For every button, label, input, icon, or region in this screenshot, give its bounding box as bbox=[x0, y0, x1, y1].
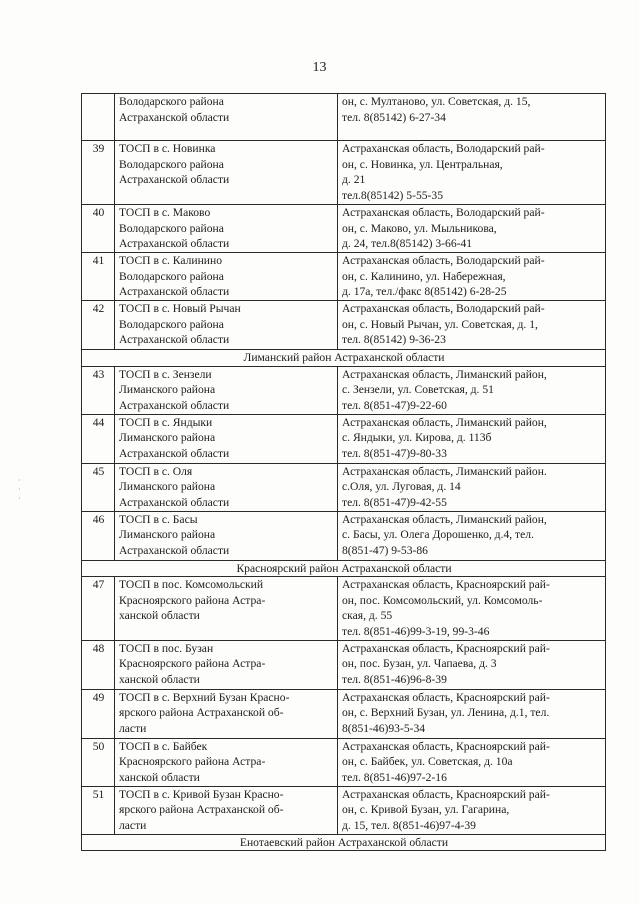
address-line: он, с. Калинино, ул. Набережная, bbox=[342, 269, 506, 283]
office-name-line: Астраханской области bbox=[119, 285, 230, 299]
address-line: Астраханская область, Лиманский район, bbox=[342, 512, 547, 526]
row-number: 48 bbox=[82, 640, 115, 689]
address-line: тел. 8(85142) 9-36-23 bbox=[342, 333, 446, 347]
office-name-line: Володарского района bbox=[119, 95, 224, 108]
section-heading: Енотаевский район Астраханской области bbox=[82, 834, 606, 851]
address-cell bbox=[338, 786, 606, 834]
office-name-line: Астраханской области bbox=[119, 110, 230, 124]
table-row bbox=[82, 366, 606, 414]
table-row bbox=[82, 738, 606, 786]
row-number: 39 bbox=[82, 141, 115, 205]
address-cell bbox=[338, 511, 606, 560]
address-cell bbox=[338, 205, 606, 253]
address-line: тел. 8(851-46)97-2-16 bbox=[342, 770, 447, 784]
office-name-line: ханской области bbox=[119, 672, 200, 686]
address-line: Астраханская область, Красноярский рай- bbox=[342, 578, 550, 592]
office-name-line: Лиманского района bbox=[119, 480, 216, 494]
office-name-cell bbox=[115, 205, 338, 253]
table-row bbox=[82, 689, 606, 738]
office-name-line: ТОСП в с. Верхний Бузан Красно- bbox=[119, 690, 290, 704]
address-line: ская, д. 55 bbox=[342, 609, 393, 623]
row-number: 47 bbox=[82, 577, 115, 640]
address-cell bbox=[338, 689, 606, 738]
office-name-cell bbox=[115, 463, 338, 511]
section-row bbox=[82, 350, 606, 367]
office-name-cell bbox=[115, 689, 338, 738]
office-name-cell bbox=[115, 640, 338, 689]
office-name-line: ТОСП в с. Новинка bbox=[119, 142, 216, 155]
address-line: тел. 8(851-46)99-3-19, 99-3-46 bbox=[342, 624, 490, 638]
address-cell bbox=[338, 414, 606, 463]
office-name-line: ярского района Астраханской об- bbox=[119, 706, 284, 720]
address-line: тел. 8(851-46)96-8-39 bbox=[342, 672, 447, 686]
office-name-line: ТОСП в с. Калинино bbox=[119, 254, 222, 267]
address-line: он, пос. Комсомольский, ул. Комсомоль- bbox=[342, 593, 543, 607]
address-line: он, с. Байбек, ул. Советская, д. 10а bbox=[342, 755, 513, 769]
address-line: Астраханская область, Красноярский рай- bbox=[342, 787, 550, 801]
address-line: он, пос. Бузан, ул. Чапаева, д. 3 bbox=[342, 657, 497, 671]
address-line: д. 15, тел. 8(851-46)97-4-39 bbox=[342, 818, 476, 832]
section-row bbox=[82, 560, 606, 577]
address-cell bbox=[338, 366, 606, 414]
address-cell bbox=[338, 640, 606, 689]
office-name-line: ласти bbox=[119, 818, 147, 832]
office-name-line: Володарского района bbox=[119, 269, 224, 283]
office-name-line: ханской области bbox=[119, 609, 200, 623]
office-name-line: Астраханской области bbox=[119, 333, 230, 347]
office-name-line: Володарского района bbox=[119, 317, 224, 331]
table-body bbox=[82, 94, 606, 851]
address-line: он, с. Маково, ул. Мыльникова, bbox=[342, 221, 497, 235]
address-line: он, с. Кривой Бузан, ул. Гагарина, bbox=[342, 803, 510, 817]
address-cell bbox=[338, 141, 606, 205]
table-row bbox=[82, 94, 606, 141]
address-line: с. Зензели, ул. Советская, д. 51 bbox=[342, 383, 494, 397]
address-line: тел. 8(85142) 6-27-34 bbox=[342, 110, 446, 124]
address-cell bbox=[338, 463, 606, 511]
address-line: Астраханская область, Лиманский район, bbox=[342, 415, 547, 429]
row-number: 51 bbox=[82, 786, 115, 834]
row-number bbox=[82, 94, 115, 141]
row-number: 41 bbox=[82, 253, 115, 301]
office-name-line: ТОСП в с. Байбек bbox=[119, 739, 208, 753]
office-name-line: ТОСП в с. Яндыки bbox=[119, 415, 213, 429]
address-cell bbox=[338, 577, 606, 640]
address-line: д. 21 bbox=[342, 173, 366, 187]
address-line: д. 24, тел.8(85142) 3-66-41 bbox=[342, 237, 473, 251]
registry-table bbox=[81, 93, 606, 851]
address-line: Астраханская область, Красноярский рай- bbox=[342, 739, 550, 753]
office-name-line: Астраханской области bbox=[119, 495, 230, 509]
address-line: 8(851-47) 9-53-86 bbox=[342, 543, 428, 557]
office-name-cell bbox=[115, 577, 338, 640]
row-number: 43 bbox=[82, 366, 115, 414]
office-name-cell bbox=[115, 141, 338, 205]
address-cell bbox=[338, 94, 606, 141]
office-name-line: ТОСП в с. Оля bbox=[119, 464, 193, 478]
address-line: он, с. Мултаново, ул. Советская, д. 15, bbox=[342, 95, 531, 108]
office-name-line: Лиманского района bbox=[119, 383, 216, 397]
address-line: д. 17а, тел./факс 8(85142) 6-28-25 bbox=[342, 285, 507, 299]
table-row bbox=[82, 640, 606, 689]
office-name-line: Астраханской области bbox=[119, 173, 230, 187]
page-number: 13 bbox=[312, 60, 327, 75]
address-line: тел. 8(851-47)9-80-33 bbox=[342, 446, 447, 460]
office-name-cell bbox=[115, 301, 338, 350]
table-row bbox=[82, 463, 606, 511]
office-name-line: ТОСП в с. Зензели bbox=[119, 367, 212, 381]
office-name-cell bbox=[115, 786, 338, 834]
section-heading: Красноярский район Астраханской области bbox=[82, 560, 606, 577]
table-row bbox=[82, 141, 606, 205]
office-name-line: ТОСП в с. Басы bbox=[119, 512, 198, 526]
office-name-line: Красноярского района Астра- bbox=[119, 657, 266, 671]
address-cell bbox=[338, 738, 606, 786]
office-name-cell bbox=[115, 94, 338, 141]
address-line: Астраханская область, Володарский рай- bbox=[342, 206, 545, 219]
row-number: 46 bbox=[82, 511, 115, 560]
office-name-cell bbox=[115, 511, 338, 560]
address-line: с. Яндыки, ул. Кирова, д. 113б bbox=[342, 431, 492, 445]
office-name-line: ТОСП в с. Новый Рычан bbox=[119, 302, 241, 315]
office-name-line: Астраханской области bbox=[119, 398, 230, 412]
office-name-cell bbox=[115, 253, 338, 301]
office-name-line: Красноярского района Астра- bbox=[119, 593, 266, 607]
address-line: Астраханская область, Красноярский рай- bbox=[342, 690, 550, 704]
office-name-line: ласти bbox=[119, 721, 147, 735]
office-name-line: Лиманского района bbox=[119, 528, 216, 542]
address-line: тел. 8(851-47)9-22-60 bbox=[342, 398, 447, 412]
office-name-line: ТОСП в пос. Комсомольский bbox=[119, 578, 264, 592]
section-row bbox=[82, 834, 606, 851]
office-name-line: Лиманского района bbox=[119, 431, 216, 445]
office-name-line: ТОСП в пос. Бузан bbox=[119, 641, 214, 655]
address-line: с.Оля, ул. Луговая, д. 14 bbox=[342, 480, 461, 494]
margin-mark: · · · bbox=[18, 476, 21, 503]
office-name-line: ТОСП в с. Маково bbox=[119, 206, 211, 219]
office-name-line: Астраханской области bbox=[119, 237, 230, 251]
table-row bbox=[82, 205, 606, 253]
address-line: Астраханская область, Лиманский район, bbox=[342, 367, 547, 381]
row-number: 40 bbox=[82, 205, 115, 253]
office-name-line: Володарского района bbox=[119, 157, 224, 171]
office-name-line: ярского района Астраханской об- bbox=[119, 803, 284, 817]
office-name-cell bbox=[115, 414, 338, 463]
table-row bbox=[82, 577, 606, 640]
address-line: он, с. Верхний Бузан, ул. Ленина, д.1, тел. bbox=[342, 706, 550, 720]
address-cell bbox=[338, 301, 606, 350]
row-number: 44 bbox=[82, 414, 115, 463]
row-number: 45 bbox=[82, 463, 115, 511]
office-name-cell bbox=[115, 738, 338, 786]
row-number: 50 bbox=[82, 738, 115, 786]
office-name-line: ТОСП в с. Кривой Бузан Красно- bbox=[119, 787, 284, 801]
address-line: тел.8(85142) 5-55-35 bbox=[342, 188, 444, 202]
address-cell bbox=[338, 253, 606, 301]
address-line: он, с. Новинка, ул. Центральная, bbox=[342, 157, 503, 171]
address-line: Астраханская область, Лиманский район. bbox=[342, 464, 547, 478]
office-name-line: ханской области bbox=[119, 770, 200, 784]
address-line: тел. 8(851-47)9-42-55 bbox=[342, 495, 447, 509]
address-line: Астраханская область, Володарский рай- bbox=[342, 302, 545, 315]
table-row bbox=[82, 414, 606, 463]
table-row bbox=[82, 301, 606, 350]
office-name-line: Красноярского района Астра- bbox=[119, 755, 266, 769]
row-number: 42 bbox=[82, 301, 115, 350]
table-row bbox=[82, 786, 606, 834]
section-heading: Лиманский район Астраханской области bbox=[82, 350, 606, 367]
address-line: 8(851-46)93-5-34 bbox=[342, 721, 426, 735]
office-name-line: Астраханской области bbox=[119, 543, 230, 557]
address-line: Астраханская область, Володарский рай- bbox=[342, 142, 545, 155]
office-name-cell bbox=[115, 366, 338, 414]
address-line: Астраханская область, Володарский рай- bbox=[342, 254, 545, 267]
table-row bbox=[82, 253, 606, 301]
office-name-line: Астраханской области bbox=[119, 446, 230, 460]
row-number: 49 bbox=[82, 689, 115, 738]
address-line: он, с. Новый Рычан, ул. Советская, д. 1, bbox=[342, 317, 538, 331]
address-line: с. Басы, ул. Олега Дорошенко, д.4, тел. bbox=[342, 528, 534, 542]
office-name-line: Володарского района bbox=[119, 221, 224, 235]
address-line: Астраханская область, Красноярский рай- bbox=[342, 641, 550, 655]
table-row bbox=[82, 511, 606, 560]
